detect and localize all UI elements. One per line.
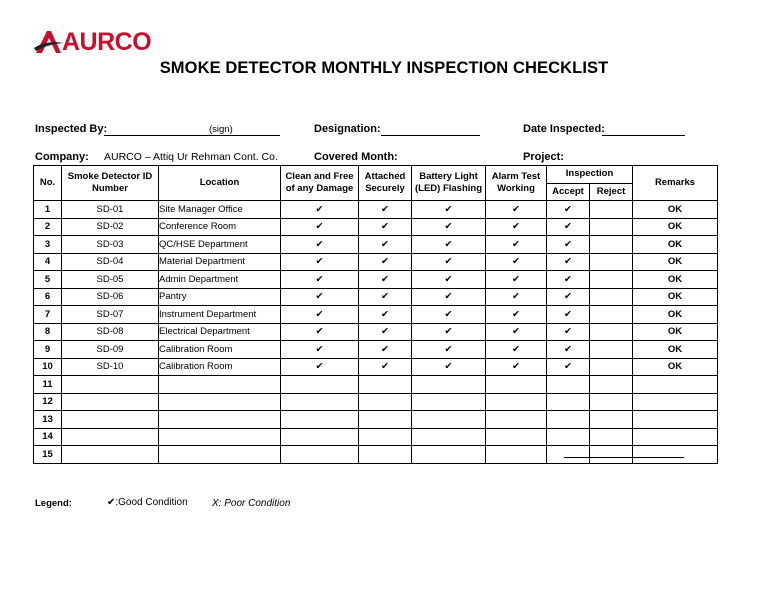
cell-battery[interactable]: ✔ (412, 271, 486, 289)
cell-alarm[interactable] (486, 411, 547, 429)
cell-no[interactable]: 10 (34, 358, 62, 376)
cell-alarm[interactable]: ✔ (486, 201, 547, 219)
cell-accept[interactable]: ✔ (547, 358, 590, 376)
table-row (34, 376, 718, 394)
cell-no[interactable]: 1 (34, 201, 62, 219)
cell-alarm[interactable] (486, 428, 547, 446)
cell-reject[interactable] (590, 341, 633, 359)
cell-accept[interactable]: ✔ (547, 218, 590, 236)
inspection-table (33, 165, 718, 464)
cell-id[interactable] (62, 446, 159, 464)
table-row (34, 271, 718, 289)
cell-location[interactable]: Pantry (159, 288, 281, 306)
table-row (34, 201, 718, 219)
cell-attached[interactable]: ✔ (359, 218, 412, 236)
header-no: No. (34, 166, 62, 201)
header-clean: Clean and Free of any Damage (281, 166, 359, 201)
cell-attached[interactable] (359, 446, 412, 464)
cell-attached[interactable] (359, 411, 412, 429)
inspected-by-label: Inspected By: (35, 123, 108, 135)
cell-reject[interactable] (590, 236, 633, 254)
cell-no[interactable]: 5 (34, 271, 62, 289)
cell-no[interactable]: 8 (34, 323, 62, 341)
cell-location[interactable]: Calibration Room (159, 341, 281, 359)
cell-remarks[interactable]: OK (633, 358, 718, 376)
header-location: Location (159, 166, 281, 201)
cell-location[interactable] (159, 393, 281, 411)
cell-location[interactable] (159, 376, 281, 394)
table-row (34, 428, 718, 446)
cell-attached[interactable]: ✔ (359, 201, 412, 219)
cell-accept[interactable]: ✔ (547, 288, 590, 306)
date-inspected-field[interactable] (602, 135, 685, 136)
cell-attached[interactable]: ✔ (359, 271, 412, 289)
cell-battery[interactable] (412, 428, 486, 446)
cell-remarks[interactable]: OK (633, 323, 718, 341)
cell-clean[interactable]: ✔ (281, 253, 359, 271)
cell-remarks[interactable] (633, 393, 718, 411)
cell-battery[interactable] (412, 393, 486, 411)
cell-clean[interactable]: ✔ (281, 201, 359, 219)
cell-accept[interactable]: ✔ (547, 341, 590, 359)
cell-accept[interactable]: ✔ (547, 253, 590, 271)
cell-attached[interactable] (359, 393, 412, 411)
cell-attached[interactable]: ✔ (359, 288, 412, 306)
cell-remarks[interactable]: OK (633, 201, 718, 219)
designation-label: Designation: (314, 123, 381, 135)
cell-battery[interactable]: ✔ (412, 218, 486, 236)
cell-clean[interactable]: ✔ (281, 271, 359, 289)
cell-attached[interactable]: ✔ (359, 236, 412, 254)
table-row (34, 288, 718, 306)
cell-no[interactable]: 4 (34, 253, 62, 271)
cell-alarm[interactable]: ✔ (486, 341, 547, 359)
logo-text: AURCO (62, 28, 152, 56)
table-row (34, 253, 718, 271)
cell-alarm[interactable] (486, 446, 547, 464)
cell-reject[interactable] (590, 253, 633, 271)
table-row (34, 218, 718, 236)
cell-attached[interactable]: ✔ (359, 358, 412, 376)
cell-no[interactable]: 2 (34, 218, 62, 236)
cell-location[interactable]: Admin Department (159, 271, 281, 289)
cell-id[interactable]: SD-02 (62, 218, 159, 236)
cell-clean[interactable]: ✔ (281, 236, 359, 254)
cell-alarm[interactable]: ✔ (486, 323, 547, 341)
header-battery: Battery Light (LED) Flashing (412, 166, 486, 201)
cell-location[interactable]: Material Department (159, 253, 281, 271)
logo-swoosh-icon (34, 26, 64, 56)
cell-accept[interactable]: ✔ (547, 201, 590, 219)
cell-location[interactable]: Calibration Room (159, 358, 281, 376)
table-row (34, 236, 718, 254)
cell-reject[interactable] (590, 271, 633, 289)
cell-clean[interactable] (281, 428, 359, 446)
cell-clean[interactable] (281, 376, 359, 394)
cell-no[interactable]: 12 (34, 393, 62, 411)
cell-remarks[interactable] (633, 376, 718, 394)
cell-remarks[interactable]: OK (633, 236, 718, 254)
cell-id[interactable]: SD-05 (62, 271, 159, 289)
cell-alarm[interactable]: ✔ (486, 288, 547, 306)
cell-remarks[interactable]: OK (633, 271, 718, 289)
cell-accept[interactable]: ✔ (547, 236, 590, 254)
cell-accept[interactable] (547, 428, 590, 446)
cell-alarm[interactable] (486, 393, 547, 411)
header-reject: Reject (590, 183, 633, 201)
cell-accept[interactable]: ✔ (547, 271, 590, 289)
cell-id[interactable]: SD-04 (62, 253, 159, 271)
cell-remarks[interactable] (633, 446, 718, 464)
cell-remarks[interactable]: OK (633, 253, 718, 271)
cell-location[interactable] (159, 428, 281, 446)
header-inspection: Inspection (547, 166, 633, 184)
cell-id[interactable]: SD-10 (62, 358, 159, 376)
cell-no[interactable]: 3 (34, 236, 62, 254)
cell-battery[interactable]: ✔ (412, 323, 486, 341)
cell-attached[interactable]: ✔ (359, 341, 412, 359)
cell-id[interactable]: SD-03 (62, 236, 159, 254)
cell-location[interactable]: Site Manager Office (159, 201, 281, 219)
table-row (34, 323, 718, 341)
cell-alarm[interactable]: ✔ (486, 253, 547, 271)
cell-reject[interactable] (590, 376, 633, 394)
company-logo (34, 26, 152, 56)
legend-good: ✔:Good Condition (107, 497, 188, 508)
company-label: Company: (35, 151, 89, 163)
sign-hint: (sign) (209, 124, 233, 135)
table-row (34, 446, 718, 464)
cell-accept[interactable] (547, 376, 590, 394)
cell-clean[interactable]: ✔ (281, 358, 359, 376)
cell-alarm[interactable] (486, 376, 547, 394)
cell-battery[interactable]: ✔ (412, 288, 486, 306)
cell-id[interactable]: SD-08 (62, 323, 159, 341)
table-row (34, 411, 718, 429)
cell-clean[interactable]: ✔ (281, 341, 359, 359)
cell-battery[interactable]: ✔ (412, 306, 486, 324)
inspected-by-field[interactable] (104, 135, 280, 136)
project-label: Project: (523, 151, 564, 163)
date-inspected-label: Date Inspected: (523, 123, 605, 135)
cell-no[interactable]: 6 (34, 288, 62, 306)
cell-reject[interactable] (590, 306, 633, 324)
cell-remarks[interactable] (633, 411, 718, 429)
cell-location[interactable] (159, 446, 281, 464)
cell-id[interactable] (62, 411, 159, 429)
cell-location[interactable]: Conference Room (159, 218, 281, 236)
legend-poor: X: Poor Condition (212, 498, 291, 509)
cell-accept[interactable]: ✔ (547, 323, 590, 341)
cell-no[interactable]: 13 (34, 411, 62, 429)
cell-clean[interactable] (281, 411, 359, 429)
cell-attached[interactable]: ✔ (359, 323, 412, 341)
cell-alarm[interactable]: ✔ (486, 358, 547, 376)
cell-alarm[interactable]: ✔ (486, 236, 547, 254)
cell-id[interactable]: SD-07 (62, 306, 159, 324)
header-alarm: Alarm Test Working (486, 166, 547, 201)
cell-battery[interactable] (412, 376, 486, 394)
page-title: SMOKE DETECTOR MONTHLY INSPECTION CHECKLIST (159, 59, 609, 77)
header-detector-id: Smoke Detector ID Number (62, 166, 159, 201)
covered-month-label: Covered Month: (314, 151, 398, 163)
cell-clean[interactable]: ✔ (281, 306, 359, 324)
cell-reject[interactable] (590, 411, 633, 429)
cell-id[interactable] (62, 376, 159, 394)
header-attached: Attached Securely (359, 166, 412, 201)
cell-location[interactable]: QC/HSE Department (159, 236, 281, 254)
cell-attached[interactable]: ✔ (359, 253, 412, 271)
cell-alarm[interactable]: ✔ (486, 218, 547, 236)
cell-attached[interactable] (359, 376, 412, 394)
cell-accept[interactable] (547, 411, 590, 429)
table-row (34, 393, 718, 411)
table-row (34, 358, 718, 376)
cell-reject[interactable] (590, 218, 633, 236)
cell-reject[interactable] (590, 201, 633, 219)
cell-clean[interactable]: ✔ (281, 218, 359, 236)
cell-battery[interactable] (412, 411, 486, 429)
cell-reject[interactable] (590, 358, 633, 376)
cell-reject[interactable] (590, 393, 633, 411)
cell-no[interactable]: 7 (34, 306, 62, 324)
cell-accept[interactable]: ✔ (547, 306, 590, 324)
cell-id[interactable] (62, 428, 159, 446)
cell-attached[interactable]: ✔ (359, 306, 412, 324)
cell-id[interactable] (62, 393, 159, 411)
legend-label: Legend: (35, 498, 72, 509)
table-row (34, 306, 718, 324)
cell-reject[interactable] (590, 446, 633, 464)
signature-line (564, 457, 684, 458)
cell-clean[interactable]: ✔ (281, 323, 359, 341)
cell-clean[interactable] (281, 446, 359, 464)
cell-reject[interactable] (590, 428, 633, 446)
cell-reject[interactable] (590, 288, 633, 306)
cell-battery[interactable] (412, 446, 486, 464)
cell-location[interactable]: Instrument Department (159, 306, 281, 324)
cell-battery[interactable]: ✔ (412, 201, 486, 219)
cell-location[interactable]: Electrical Department (159, 323, 281, 341)
table-row (34, 341, 718, 359)
cell-remarks[interactable]: OK (633, 288, 718, 306)
cell-battery[interactable]: ✔ (412, 341, 486, 359)
cell-accept[interactable] (547, 393, 590, 411)
cell-accept[interactable] (547, 446, 590, 464)
cell-alarm[interactable]: ✔ (486, 271, 547, 289)
cell-attached[interactable] (359, 428, 412, 446)
cell-battery[interactable]: ✔ (412, 358, 486, 376)
cell-reject[interactable] (590, 323, 633, 341)
cell-remarks[interactable]: OK (633, 341, 718, 359)
header-remarks: Remarks (633, 166, 718, 201)
cell-no[interactable]: 9 (34, 341, 62, 359)
cell-no[interactable]: 14 (34, 428, 62, 446)
cell-battery[interactable]: ✔ (412, 236, 486, 254)
cell-id[interactable]: SD-09 (62, 341, 159, 359)
cell-no[interactable]: 11 (34, 376, 62, 394)
cell-remarks[interactable] (633, 428, 718, 446)
cell-clean[interactable] (281, 393, 359, 411)
cell-remarks[interactable]: OK (633, 306, 718, 324)
cell-remarks[interactable]: OK (633, 218, 718, 236)
header-accept: Accept (547, 183, 590, 201)
cell-alarm[interactable]: ✔ (486, 306, 547, 324)
designation-field[interactable] (381, 135, 480, 136)
cell-location[interactable] (159, 411, 281, 429)
cell-id[interactable]: SD-06 (62, 288, 159, 306)
cell-battery[interactable]: ✔ (412, 253, 486, 271)
cell-no[interactable]: 15 (34, 446, 62, 464)
cell-id[interactable]: SD-01 (62, 201, 159, 219)
cell-clean[interactable]: ✔ (281, 288, 359, 306)
company-value: AURCO – Attiq Ur Rehman Cont. Co. (104, 151, 278, 163)
